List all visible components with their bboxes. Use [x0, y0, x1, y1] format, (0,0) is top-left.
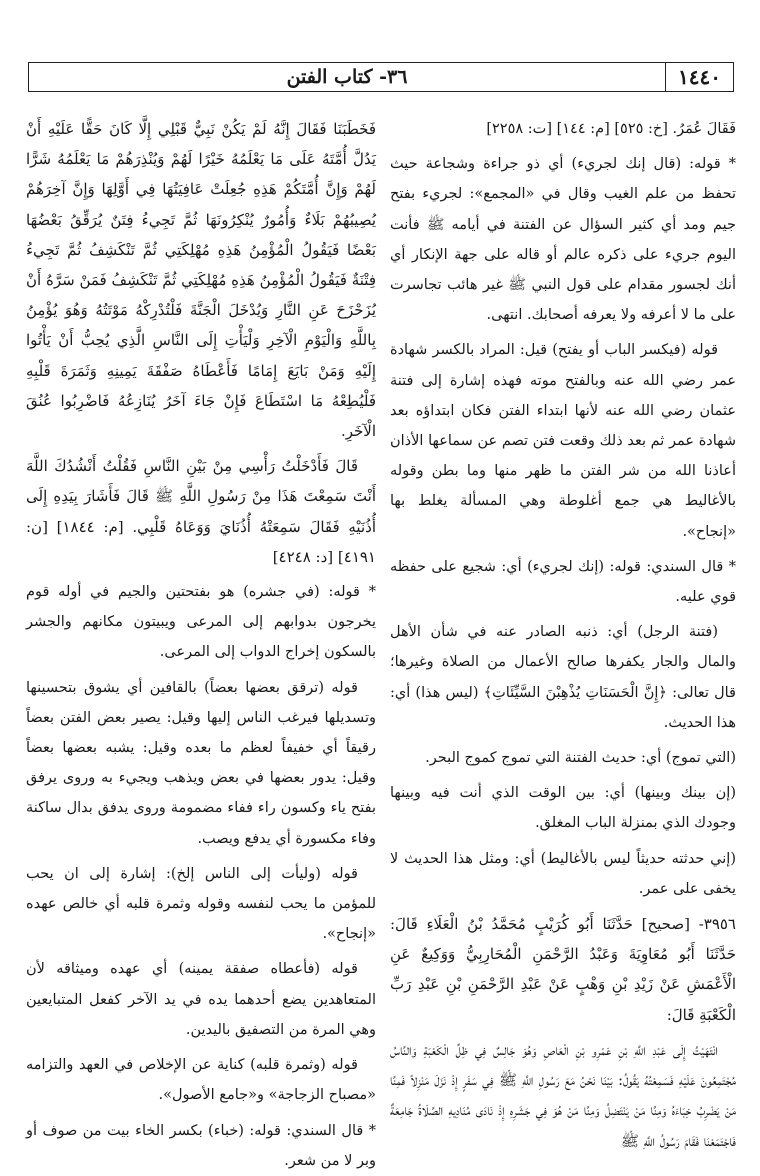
commentary-paragraph: قوله (ترقق بعضها بعضاً) بالقافين أي يشوق بتحسينها وتسديلها فيرغب الناس إليها وقيل: يصير بعض الفتن بعضاً رقيقاً أي خفيفاً لعظم ما بعده وقيل: يشبه بعضها بعضاً وقيل: يدور بعضها في بعض ويذهب ويجيء به وروى يرفق بفتح ياء وكسون راء ففاء مضمومة وروى يدفق بدال ساكنة وفاء مكسورة أي يدفع ويصب. [26, 679, 376, 847]
commentary-paragraph: * قوله: (قال إنك لجريء) أي ذو جراءة وشجاعة حيث تحفظ من علم الغيب وقال في «المجمع»: لجريء بفتح جيم ومد أي كثير السؤال عن الفتنة في أيامه ﷺ فأنت اليوم جريء على ذكره عالم أو قاله على جهة الإنكار أي أنك لجسور مقدام على قول النبي ﷺ غير هائب تجاسرت على ما لا أعرفه ولا يعرفه أصحابك. انتهى. [390, 156, 736, 324]
commentary-paragraph: (التي تموج) أي: حديث الفتنة التي تموج كموج البحر. [425, 750, 736, 767]
chapter-title: ٣٦- كتاب الفتن [286, 66, 408, 88]
commentary-paragraph: قوله (فيكسر الباب أو يفتح) قيل: المراد بالكسر شهادة عمر رضي الله عنه وبالفتح موته فهذه إشارة إلى فتنة عثمان رضي الله عنه لأنها ابتداء الفتن فكان ابتداؤه بعد شهادة عمر ثم بعد ذلك وقعت فتن تصم عن سماعها الأذان أعاذنا الله من شر الفتن ما ظهر منها وما بطن وقوله بالأغاليط هي جمع أغلوطة وهي المسألة يغلط بها «إنجاح». [390, 342, 736, 540]
commentary-paragraph: (إن بينك وبينها) أي: بين الوقت الذي أنت فيه وبينها وجودك الذي بمنزلة الباب المغلق. [390, 785, 736, 832]
citation-line: فَقَالَ عُمَرُ. [خ: ٥٢٥] [م: ١٤٤] [ت: ٢٢٥٨] [486, 121, 736, 137]
right-column [390, 114, 736, 1150]
commentary-paragraph: * قوله: (في جشره) هو بفتحتين والجيم في أوله قوم يخرجون بدوابهم إلى المرعى ويبيتون مكانهم والجشر بالسكون إخراج الدواب إلى المرعى. [26, 584, 376, 661]
commentary-paragraph: قوله (فأعطاه صفقة يمينه) أي عهده وميثاقه لأن المتعاهدين يضع أحدهما يده في يد الآخر كفعل المتبايعين وهي المرة من التصفيق باليدين. [26, 961, 376, 1038]
commentary-paragraph: (إني حدثته حديثاً ليس بالأغاليط) أي: ومثل هذا الحديث لا يخفى على عمر. [390, 850, 736, 897]
hadith-isnad: ٣٩٥٦- [صحيح] حَدَّثَنَا أَبُو كُرَيْبٍ مُحَمَّدُ بْنُ الْعَلَاءِ قَالَ: حَدَّثَنَا أَبُو مُعَاوِيَةَ وَعَبْدُ الرَّحْمَنِ الْمُحَارِبِيُّ وَوَكِيعٌ عَنِ الْأَعْمَشِ عَنْ زَيْدِ بْنِ وَهْبٍ عَنْ عَبْدِ الرَّحْمَنِ بْنِ عَبْدِ رَبِّ الْكَعْبَةِ قَالَ: [390, 915, 736, 1024]
commentary-paragraph: قوله (وثمرة قلبه) كناية عن الإخلاص في العهد والتزامه «مصباح الزجاجة» و«جامع الأصول». [26, 1057, 376, 1104]
commentary-paragraph: قوله (وليأت إلى الناس إلخ): إشارة إلى ان يحب للمؤمن ما يحب لنفسه وقوله وثمرة قلبه أي خالص عهده «إنجاح». [26, 865, 376, 943]
left-column [26, 114, 376, 1169]
hadith-text: قَالَ فَأَدْخَلْتُ رَأْسِي مِنْ بَيْنِ النَّاسِ فَقُلْتُ أَنْشُدُكَ اللَّهَ أَنْتَ سَمِعْتَ هَذَا مِنْ رَسُولِ اللَّهِ ﷺ قَالَ فَأَشَارَ بِيَدِهِ إِلَى أُذُنَيْهِ فَقَالَ سَمِعَتْهُ أُذُنَايَ وَوَعَاهُ قَلْبِي. [م: ١٨٤٤] [ن: ٤١٩١] [د: ٤٢٤٨] [26, 457, 376, 566]
page-number: ١٤٤٠ [665, 63, 733, 91]
commentary-paragraph: * قال السندي: قوله: (إنك لجريء) أي: شجيع على حفظه قوي عليه. [390, 558, 736, 606]
running-header [28, 62, 734, 92]
commentary-paragraph: * قال السندي: قوله: (خباء) بكسر الخاء بيت من صوف أو وبر لا من شعر. [26, 1122, 376, 1169]
commentary-paragraph: (فتنة الرجل) أي: ذنبه الصادر عنه في شأن الأهل والمال والجار يكفرها صالح الأعمال من الصلاة وغيرها؛ قال تعالى: ﴿إِنَّ الْحَسَنَاتِ يُذْهِبْنَ السَّيِّئَاتِ﴾ (ليس هذا) أي: هذا الحديث. [390, 624, 736, 731]
hadith-text: فَخَطَبَنَا فَقَالَ إِنَّهُ لَمْ يَكُنْ نَبِيٌّ قَبْلِي إِلَّا كَانَ حَقًّا عَلَيْهِ أَنْ يَدُلَّ أُمَّتَهُ عَلَى مَا يَعْلَمُهُ خَيْرًا لَهُمْ وَيُنْذِرَهُمْ مَا يَعْلَمُهُ شَرًّا لَهُمْ وَإِنَّ أُمَّتَكُمْ هَذِهِ جُعِلَتْ عَافِيَتُهَا فِي أَوَّلِهَا وَإِنَّ آخِرَهُمْ يُصِيبُهُمْ بَلَاءٌ وَأُمُورٌ يُنْكِرُونَهَا ثُمَّ تَجِيءُ فِتَنٌ يُرَقِّقُ بَعْضُهَا بَعْضًا فَيَقُولُ الْمُؤْمِنُ هَذِهِ مُهْلِكَتِي ثُمَّ تَنْكَشِفُ ثُمَّ تَجِيءُ فِتْنَةٌ فَيَقُولُ الْمُؤْمِنُ هَذِهِ مُهْلِكَتِي ثُمَّ تَنْكَشِفُ فَمَنْ سَرَّهُ أَنْ يُزَحْزَحَ عَنِ النَّارِ وَيُدْخَلَ الْجَنَّةَ فَلْتُدْرِكْهُ مَوْتَتُهُ وَهُوَ يُؤْمِنُ بِاللَّهِ وَالْيَوْمِ الْآخِرِ وَلْيَأْتِ إِلَى النَّاسِ الَّذِي يُحِبُّ أَنْ يَأْتُوا إِلَيْهِ وَمَنْ بَايَعَ إِمَامًا فَأَعْطَاهُ صَفْقَةَ يَمِينِهِ وَثَمَرَةَ قَلْبِهِ فَلْيُطِعْهُ مَا اسْتَطَاعَ فَإِنْ جَاءَ آخَرُ يُنَازِعُهُ فَاضْرِبُوا عُنُقَ الْآخَرِ. [26, 120, 376, 441]
hadith-text: انْتَهَيْتُ إِلَى عَبْدِ اللَّهِ بْنِ عَمْرِو بْنِ الْعَاصِ وَهُوَ جَالِسٌ فِي ظِلِّ الْكَعْبَةِ وَالنَّاسُ مُجْتَمِعُونَ عَلَيْهِ فَسَمِعْتُهُ يَقُولُ: بَيْنَا نَحْنُ مَعَ رَسُولِ اللَّهِ ﷺ فِي سَفَرٍ إِذْ نَزَلَ مَنْزِلاً فَمِنَّا مَنْ يَضْرِبُ خِبَاءَهُ وَمِنَّا مَنْ يَنْتَضِلُ وَمِنَّا مَنْ هُوَ فِي جَشَرِهِ إِذْ نَادَى مُنَادِيهِ الصَّلَاةُ جَامِعَةٌ فَاجْتَمَعْنَا فَقَامَ رَسُولُ اللَّهِ ﷺ [390, 1040, 736, 1150]
